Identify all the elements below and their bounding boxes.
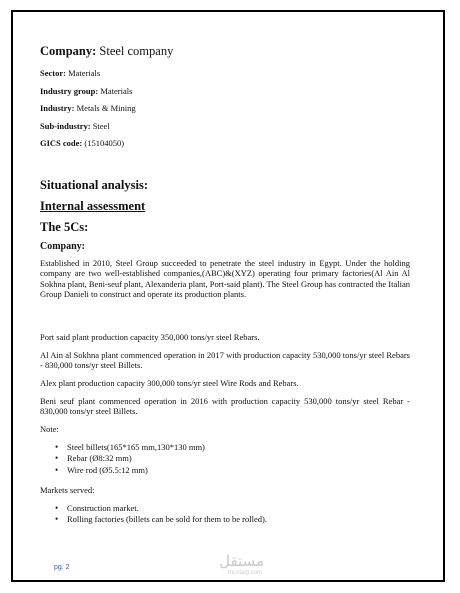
- field-value: (15104050): [84, 138, 125, 148]
- company-heading: [40, 44, 173, 59]
- field-value: Steel: [92, 121, 110, 131]
- list-item: • Wire rod (Ø5.5:12 mm): [40, 465, 205, 476]
- field-label: GICS code:: [40, 138, 83, 148]
- list-item: • Construction market.: [40, 503, 267, 514]
- markets-label: Markets served:: [40, 485, 95, 495]
- field-label: Industry:: [40, 103, 75, 113]
- watermark-url: mostaql.com: [227, 570, 262, 576]
- field-sub-industry: [40, 121, 110, 131]
- list-item: • Steel billets(165*165 mm,130*130 mm): [40, 442, 205, 453]
- note-list: [40, 442, 205, 476]
- five-cs-heading: The 5Cs:: [40, 220, 89, 234]
- page-number: pg. 2: [54, 564, 70, 571]
- field-value: Metals & Mining: [76, 103, 136, 113]
- port-said-paragraph: Port said plant production capacity 350,000 tons/yr steel Rebars.: [40, 332, 260, 342]
- field-sector: [40, 68, 100, 78]
- field-label: Industry group:: [40, 86, 99, 96]
- al-ain-paragraph: Al Ain al Sokhna plant commenced operation in 2017 with production capacity 530,000 tons/yr steel Rebars - 830,000 tons/yr steel Billets.: [40, 350, 410, 371]
- company-label: Company:: [40, 44, 97, 58]
- field-industry: [40, 103, 136, 113]
- intro-paragraph: Established in 2010, Steel Group succeeded to penetrate the steel industry in Egypt. Under the holding company are two well-established companies,(ABC)&(XYZ) operating four primary factories(Al Ain Al Sokhna plant, Beni-seuf plant, Alexanderia plant, Port-said plant). The Steel Group has contracted the Italian Group Danieli to construct and operate its production plants.: [40, 258, 410, 300]
- field-value: Materials: [100, 86, 133, 96]
- company-subheading: Company:: [40, 241, 86, 252]
- beni-seuf-paragraph: Beni seuf plant commenced operation in 2016 with production capacity 530,000 tons/yr steel Rebar - 830,000 tons/yr steel Billets.: [40, 396, 410, 417]
- list-item: • Rebar (Ø8:32 mm): [40, 453, 205, 464]
- field-industry-group: [40, 86, 132, 96]
- company-value: Steel company: [99, 44, 174, 58]
- field-label: Sector:: [40, 68, 66, 78]
- internal-assessment-heading: Internal assessment: [40, 199, 146, 213]
- list-item: • Rolling factories (billets can be sold for them to be rolled).: [40, 514, 267, 525]
- field-label: Sub-industry:: [40, 121, 91, 131]
- alex-paragraph: Alex plant production capacity 300,000 tons/yr steel Wire Rods and Rebars.: [40, 378, 299, 388]
- situational-analysis-heading: Situational analysis:: [40, 178, 149, 192]
- note-label: Note:: [40, 424, 59, 434]
- markets-list: [40, 503, 267, 526]
- field-gics-code: [40, 138, 124, 148]
- watermark-logo: مستقل: [219, 552, 264, 570]
- field-value: Materials: [68, 68, 101, 78]
